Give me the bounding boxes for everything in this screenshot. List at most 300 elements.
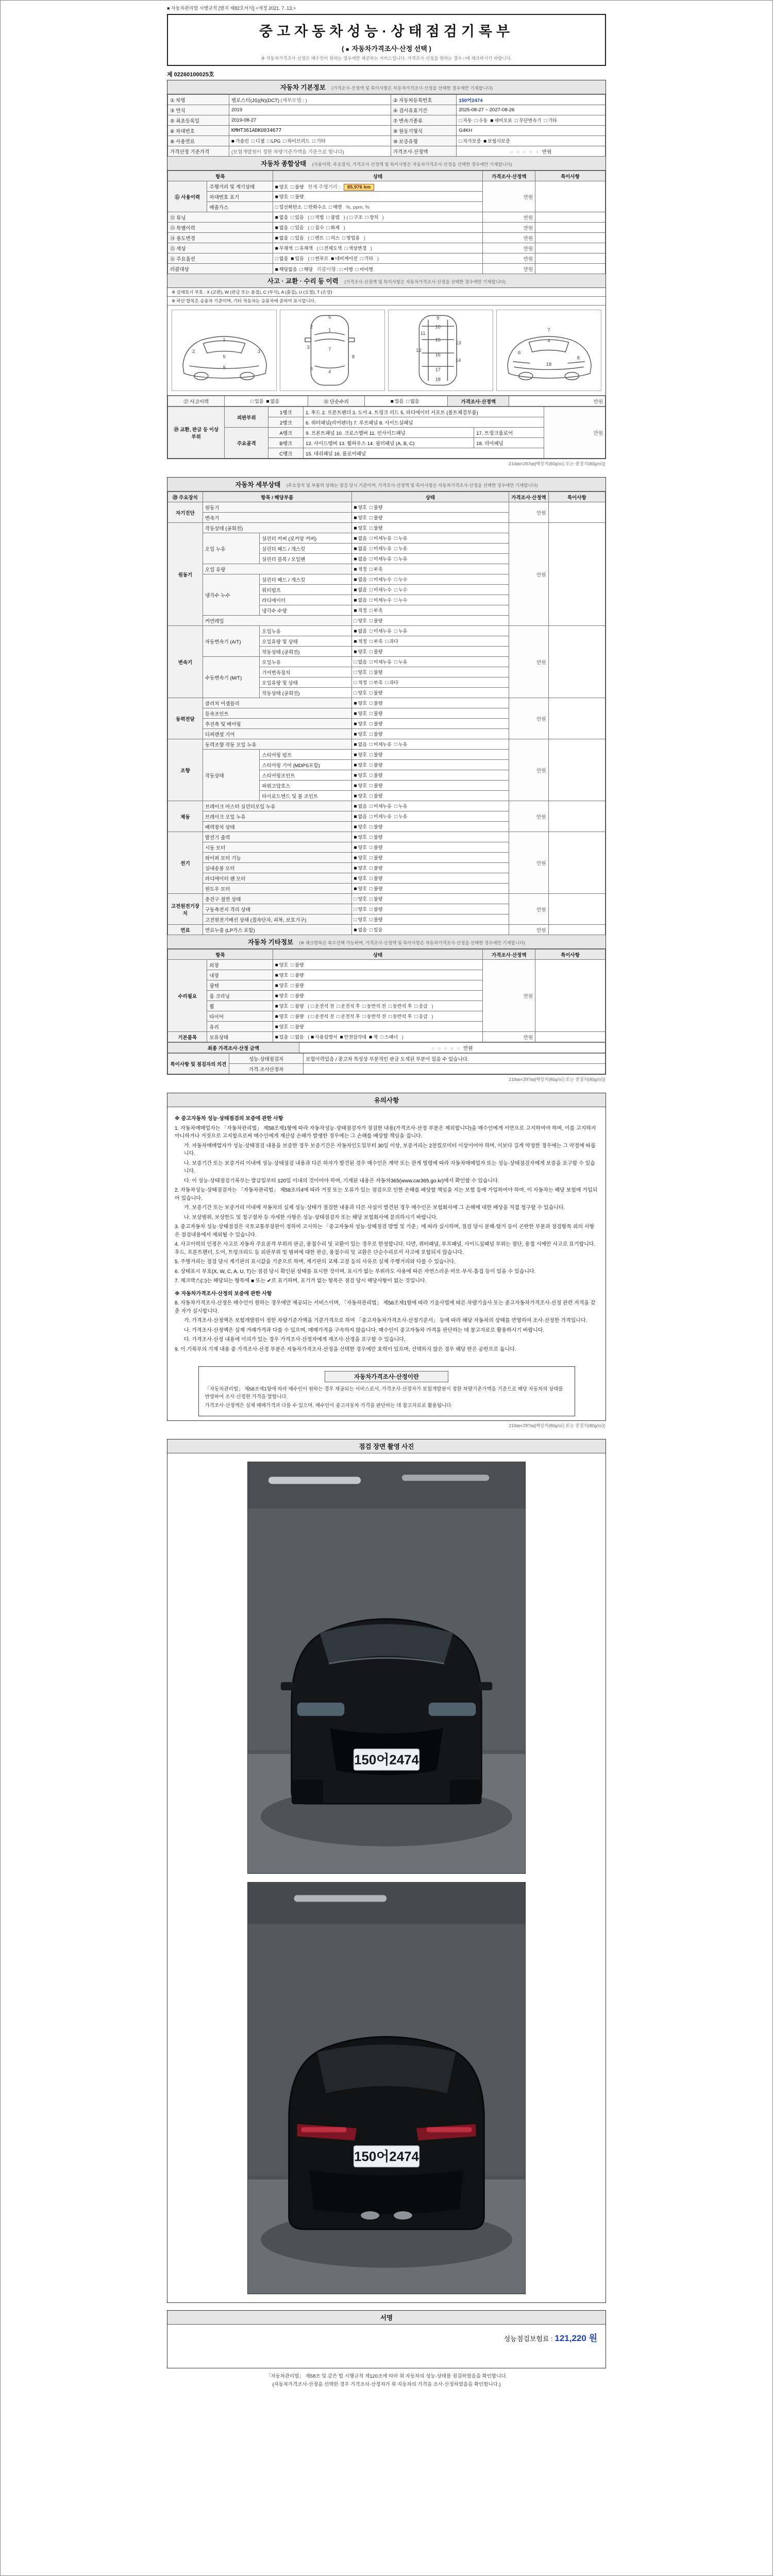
checked-checkbox-icon[interactable]: ■ xyxy=(354,866,357,871)
checkbox-option[interactable] xyxy=(340,1033,367,1040)
unchecked-checkbox-icon[interactable]: □ xyxy=(275,205,278,210)
checkbox-option[interactable] xyxy=(283,138,310,144)
checked-checkbox-icon[interactable]: ■ xyxy=(275,184,278,190)
unchecked-checkbox-icon[interactable]: □ xyxy=(369,515,373,521)
checkbox-option[interactable] xyxy=(311,224,324,231)
unchecked-checkbox-icon[interactable]: □ xyxy=(369,866,373,871)
checkbox-option[interactable] xyxy=(369,586,392,593)
unchecked-checkbox-icon[interactable]: □ xyxy=(369,907,373,912)
checkbox-option[interactable] xyxy=(311,234,324,241)
checkbox-option[interactable] xyxy=(354,617,367,624)
checkbox-option[interactable] xyxy=(354,504,367,511)
checkbox-option[interactable] xyxy=(331,255,358,262)
checkbox-option[interactable] xyxy=(394,741,407,748)
checkbox-option[interactable] xyxy=(369,700,382,706)
checkbox-option[interactable] xyxy=(354,628,367,634)
unchecked-checkbox-icon[interactable]: □ xyxy=(394,659,397,665)
unchecked-checkbox-icon[interactable]: □ xyxy=(369,835,373,840)
checked-checkbox-icon[interactable]: ■ xyxy=(490,118,494,124)
unchecked-checkbox-icon[interactable]: □ xyxy=(394,742,397,748)
checkbox-option[interactable] xyxy=(291,992,304,999)
checkbox-option[interactable] xyxy=(369,741,392,748)
checkbox-option[interactable] xyxy=(369,524,382,531)
checked-checkbox-icon[interactable]: ■ xyxy=(354,577,357,583)
checkbox-option[interactable] xyxy=(354,772,367,778)
unchecked-checkbox-icon[interactable]: □ xyxy=(369,824,373,830)
unchecked-checkbox-icon[interactable]: □ xyxy=(394,577,397,583)
checkbox-option[interactable] xyxy=(369,566,382,572)
checkbox-option[interactable] xyxy=(394,597,407,603)
inspection-photo-front[interactable] xyxy=(247,1462,526,1874)
unchecked-checkbox-icon[interactable]: □ xyxy=(544,118,547,124)
unchecked-checkbox-icon[interactable]: □ xyxy=(369,546,373,552)
checkbox-option[interactable] xyxy=(300,266,313,273)
unchecked-checkbox-icon[interactable]: □ xyxy=(369,752,373,758)
checked-checkbox-icon[interactable]: ■ xyxy=(354,711,357,717)
checkbox-option[interactable] xyxy=(344,245,366,251)
checkbox-option[interactable] xyxy=(363,1003,386,1009)
unchecked-checkbox-icon[interactable]: □ xyxy=(369,701,373,706)
checked-checkbox-icon[interactable]: ■ xyxy=(291,256,294,262)
checkbox-option[interactable] xyxy=(354,514,367,521)
checkbox-option[interactable] xyxy=(354,803,367,809)
checked-checkbox-icon[interactable]: ■ xyxy=(346,47,349,53)
unchecked-checkbox-icon[interactable]: □ xyxy=(354,680,357,686)
checkbox-option[interactable] xyxy=(354,700,367,706)
checked-checkbox-icon[interactable]: ■ xyxy=(275,215,278,221)
checkbox-option[interactable] xyxy=(369,916,382,923)
unchecked-checkbox-icon[interactable]: □ xyxy=(369,876,373,882)
car-diagram-bottom-view[interactable] xyxy=(388,310,493,391)
checkbox-option[interactable] xyxy=(360,255,373,262)
unchecked-checkbox-icon[interactable]: □ xyxy=(267,139,271,144)
checkbox-option[interactable] xyxy=(414,1013,427,1020)
checkbox-option[interactable] xyxy=(291,1003,304,1009)
checked-checkbox-icon[interactable]: ■ xyxy=(354,598,357,603)
checkbox-option[interactable] xyxy=(337,1003,360,1009)
checkbox-option[interactable] xyxy=(369,895,382,902)
unchecked-checkbox-icon[interactable]: □ xyxy=(394,546,397,552)
car-diagram-top-view[interactable] xyxy=(280,310,385,391)
unchecked-checkbox-icon[interactable]: □ xyxy=(291,983,294,989)
unchecked-checkbox-icon[interactable]: □ xyxy=(354,917,357,923)
checkbox-option[interactable] xyxy=(369,689,382,696)
checked-checkbox-icon[interactable]: ■ xyxy=(354,721,357,727)
checkbox-option[interactable] xyxy=(414,1003,427,1009)
checkbox-option[interactable] xyxy=(354,751,367,758)
checkbox-option[interactable] xyxy=(354,782,367,789)
checkbox-option[interactable] xyxy=(394,586,407,593)
checkbox-option[interactable] xyxy=(459,117,472,124)
checkbox-option[interactable] xyxy=(356,266,373,273)
checkbox-option[interactable] xyxy=(369,607,382,614)
checkbox-option[interactable] xyxy=(275,1013,288,1020)
checkbox-option[interactable] xyxy=(275,214,288,221)
checked-checkbox-icon[interactable]: ■ xyxy=(354,546,357,552)
checkbox-option[interactable] xyxy=(275,992,288,999)
unchecked-checkbox-icon[interactable]: □ xyxy=(369,742,373,748)
unchecked-checkbox-icon[interactable]: □ xyxy=(369,505,373,511)
checkbox-option[interactable] xyxy=(406,398,419,404)
checkbox-option[interactable] xyxy=(354,658,367,665)
unchecked-checkbox-icon[interactable]: □ xyxy=(312,139,316,144)
checkbox-option[interactable] xyxy=(483,138,510,144)
checkbox-option[interactable] xyxy=(369,535,392,541)
checkbox-option[interactable] xyxy=(369,648,382,655)
checkbox-option[interactable] xyxy=(291,214,304,221)
checkbox-option[interactable] xyxy=(515,117,542,124)
unchecked-checkbox-icon[interactable]: □ xyxy=(311,1004,314,1009)
checked-checkbox-icon[interactable]: ■ xyxy=(354,886,357,892)
checkbox-option[interactable] xyxy=(275,972,288,978)
checkbox-option[interactable] xyxy=(369,628,392,634)
unchecked-checkbox-icon[interactable]: □ xyxy=(369,556,373,562)
checked-checkbox-icon[interactable]: ■ xyxy=(354,732,357,737)
checkbox-option[interactable] xyxy=(354,689,367,696)
unchecked-checkbox-icon[interactable]: □ xyxy=(389,1014,392,1020)
unchecked-checkbox-icon[interactable]: □ xyxy=(369,629,373,634)
checkbox-option[interactable] xyxy=(275,245,293,251)
checkbox-option[interactable] xyxy=(380,1033,398,1040)
unchecked-checkbox-icon[interactable]: □ xyxy=(369,732,373,737)
unchecked-checkbox-icon[interactable]: □ xyxy=(459,139,462,144)
checkbox-option[interactable] xyxy=(369,782,382,789)
unchecked-checkbox-icon[interactable]: □ xyxy=(369,845,373,851)
checkbox-option[interactable] xyxy=(275,255,288,262)
checkbox-option[interactable] xyxy=(369,865,382,871)
unchecked-checkbox-icon[interactable]: □ xyxy=(337,1004,340,1009)
unchecked-checkbox-icon[interactable]: □ xyxy=(369,577,373,583)
checked-checkbox-icon[interactable]: ■ xyxy=(390,399,394,404)
checkbox-option[interactable] xyxy=(291,1023,304,1030)
unchecked-checkbox-icon[interactable]: □ xyxy=(369,804,373,809)
checkbox-option[interactable] xyxy=(354,792,367,799)
checkbox-option[interactable] xyxy=(349,214,362,221)
checked-checkbox-icon[interactable]: ■ xyxy=(275,973,278,978)
checkbox-option[interactable] xyxy=(369,926,382,933)
checkbox-option[interactable] xyxy=(369,813,392,820)
checkbox-option[interactable] xyxy=(369,504,382,511)
unchecked-checkbox-icon[interactable]: □ xyxy=(304,205,308,210)
unchecked-checkbox-icon[interactable]: □ xyxy=(354,690,357,696)
checkbox-option[interactable] xyxy=(354,720,367,727)
unchecked-checkbox-icon[interactable]: □ xyxy=(380,1035,383,1040)
checked-checkbox-icon[interactable]: ■ xyxy=(354,567,357,572)
checkbox-option[interactable] xyxy=(354,895,367,902)
checked-checkbox-icon[interactable]: ■ xyxy=(354,649,357,655)
checkbox-option[interactable] xyxy=(354,607,367,614)
unchecked-checkbox-icon[interactable]: □ xyxy=(311,1014,314,1020)
checkbox-option[interactable] xyxy=(369,555,392,562)
checked-checkbox-icon[interactable]: ■ xyxy=(231,139,234,144)
checkbox-option[interactable] xyxy=(291,224,304,231)
checked-checkbox-icon[interactable]: ■ xyxy=(275,266,278,273)
checked-checkbox-icon[interactable]: ■ xyxy=(354,804,357,809)
checkbox-option[interactable] xyxy=(369,545,392,552)
unchecked-checkbox-icon[interactable]: □ xyxy=(406,399,410,404)
checkbox-option[interactable] xyxy=(369,772,382,778)
unchecked-checkbox-icon[interactable]: □ xyxy=(291,962,294,968)
checkbox-option[interactable] xyxy=(267,139,280,144)
checkbox-option[interactable] xyxy=(369,514,382,521)
checkbox-option[interactable] xyxy=(291,183,304,190)
checkbox-option[interactable] xyxy=(291,193,304,200)
checked-checkbox-icon[interactable]: ■ xyxy=(354,824,357,830)
unchecked-checkbox-icon[interactable]: □ xyxy=(394,556,397,562)
checkbox-option[interactable] xyxy=(369,576,392,583)
checkbox-option[interactable] xyxy=(291,972,304,978)
unchecked-checkbox-icon[interactable]: □ xyxy=(369,536,373,541)
checkbox-option[interactable] xyxy=(275,1003,288,1009)
unchecked-checkbox-icon[interactable]: □ xyxy=(326,215,330,221)
checkbox-option[interactable] xyxy=(354,545,367,552)
checkbox-option[interactable] xyxy=(354,669,367,675)
checked-checkbox-icon[interactable]: ■ xyxy=(354,639,357,645)
checkbox-option[interactable] xyxy=(369,854,382,861)
checkbox-option[interactable] xyxy=(369,669,382,675)
unchecked-checkbox-icon[interactable]: □ xyxy=(250,399,254,404)
unchecked-checkbox-icon[interactable]: □ xyxy=(291,993,294,999)
checkbox-option[interactable] xyxy=(394,803,407,809)
checked-checkbox-icon[interactable]: ■ xyxy=(354,793,357,799)
checkbox-option[interactable] xyxy=(369,906,382,912)
checked-checkbox-icon[interactable]: ■ xyxy=(354,762,357,768)
checked-checkbox-icon[interactable]: ■ xyxy=(354,876,357,882)
checked-checkbox-icon[interactable]: ■ xyxy=(354,773,357,778)
unchecked-checkbox-icon[interactable]: □ xyxy=(385,680,389,686)
checkbox-option[interactable] xyxy=(354,844,367,851)
checkbox-option[interactable] xyxy=(354,865,367,871)
unchecked-checkbox-icon[interactable]: □ xyxy=(291,184,294,190)
checkbox-option[interactable] xyxy=(391,398,404,404)
checked-checkbox-icon[interactable]: ■ xyxy=(275,1004,278,1009)
checked-checkbox-icon[interactable]: ■ xyxy=(354,752,357,758)
unchecked-checkbox-icon[interactable]: □ xyxy=(326,235,330,241)
car-diagram-rear-perspective[interactable] xyxy=(496,310,601,391)
checkbox-option[interactable] xyxy=(369,823,382,830)
checkbox-option[interactable] xyxy=(327,214,340,221)
unchecked-checkbox-icon[interactable]: □ xyxy=(275,256,278,262)
car-diagram-front-perspective[interactable] xyxy=(172,310,277,391)
checkbox-option[interactable] xyxy=(327,234,340,241)
unchecked-checkbox-icon[interactable]: □ xyxy=(394,598,397,603)
checkbox-option[interactable] xyxy=(354,741,367,748)
unchecked-checkbox-icon[interactable]: □ xyxy=(355,266,359,273)
checkbox-option[interactable] xyxy=(369,638,382,645)
unchecked-checkbox-icon[interactable]: □ xyxy=(414,1014,418,1020)
checkbox-option[interactable] xyxy=(394,576,407,583)
unchecked-checkbox-icon[interactable]: □ xyxy=(369,855,373,861)
checkbox-option[interactable] xyxy=(354,679,367,686)
unchecked-checkbox-icon[interactable]: □ xyxy=(291,1035,294,1040)
checked-checkbox-icon[interactable]: ■ xyxy=(275,246,278,251)
checkbox-option[interactable] xyxy=(490,117,512,124)
checked-checkbox-icon[interactable]: ■ xyxy=(275,1014,278,1020)
unchecked-checkbox-icon[interactable]: □ xyxy=(459,118,462,124)
checkbox-option[interactable] xyxy=(394,628,407,634)
checked-checkbox-icon[interactable]: ■ xyxy=(354,742,357,748)
checked-checkbox-icon[interactable]: ■ xyxy=(354,556,357,562)
checked-checkbox-icon[interactable]: ■ xyxy=(354,505,357,511)
checked-checkbox-icon[interactable]: ■ xyxy=(275,993,278,999)
checkbox-option[interactable] xyxy=(369,720,382,727)
unchecked-checkbox-icon[interactable]: □ xyxy=(369,618,373,624)
checkbox-option[interactable] xyxy=(394,535,407,541)
checkbox-option[interactable] xyxy=(250,398,263,404)
unchecked-checkbox-icon[interactable]: □ xyxy=(389,1004,392,1009)
checkbox-option[interactable] xyxy=(275,204,302,210)
unchecked-checkbox-icon[interactable]: □ xyxy=(369,783,373,789)
checkbox-option[interactable] xyxy=(369,875,382,882)
checked-checkbox-icon[interactable]: ■ xyxy=(354,629,357,634)
checked-checkbox-icon[interactable]: ■ xyxy=(354,701,357,706)
unchecked-checkbox-icon[interactable]: □ xyxy=(291,1024,294,1030)
unchecked-checkbox-icon[interactable]: □ xyxy=(414,1004,418,1009)
unchecked-checkbox-icon[interactable]: □ xyxy=(515,118,518,124)
checked-checkbox-icon[interactable]: ■ xyxy=(275,962,278,968)
checkbox-option[interactable] xyxy=(266,398,279,404)
checkbox-option[interactable] xyxy=(275,234,288,241)
unchecked-checkbox-icon[interactable]: □ xyxy=(362,1004,366,1009)
unchecked-checkbox-icon[interactable]: □ xyxy=(369,639,373,645)
checkbox-option[interactable] xyxy=(394,555,407,562)
checkbox-option[interactable] xyxy=(354,555,367,562)
checkbox-option[interactable] xyxy=(354,885,367,892)
checked-checkbox-icon[interactable]: ■ xyxy=(369,1035,373,1040)
signature-body[interactable] xyxy=(167,2325,606,2368)
checkbox-option[interactable] xyxy=(275,1023,288,1030)
unchecked-checkbox-icon[interactable]: □ xyxy=(320,246,323,251)
checkbox-option[interactable] xyxy=(354,761,367,768)
unchecked-checkbox-icon[interactable]: □ xyxy=(344,246,348,251)
unchecked-checkbox-icon[interactable]: □ xyxy=(354,618,357,624)
checkbox-option[interactable] xyxy=(340,266,352,273)
unchecked-checkbox-icon[interactable]: □ xyxy=(340,266,343,273)
checked-checkbox-icon[interactable]: ■ xyxy=(354,526,357,531)
unchecked-checkbox-icon[interactable]: □ xyxy=(369,587,373,593)
checkbox-option[interactable] xyxy=(354,566,367,572)
checkbox-option[interactable] xyxy=(291,961,304,968)
unchecked-checkbox-icon[interactable]: □ xyxy=(342,235,345,241)
unchecked-checkbox-icon[interactable]: □ xyxy=(362,1014,366,1020)
checkbox-option[interactable] xyxy=(354,638,367,645)
checkbox-option[interactable] xyxy=(363,1013,386,1020)
checkbox-option[interactable] xyxy=(231,138,249,144)
checkbox-option[interactable] xyxy=(329,204,342,210)
checked-checkbox-icon[interactable]: ■ xyxy=(354,587,357,593)
checkbox-option[interactable] xyxy=(369,597,392,603)
unchecked-checkbox-icon[interactable]: □ xyxy=(311,235,314,241)
unchecked-checkbox-icon[interactable]: □ xyxy=(337,1014,340,1020)
checkbox-option[interactable] xyxy=(369,885,382,892)
checked-checkbox-icon[interactable]: ■ xyxy=(354,608,357,614)
checkbox-option[interactable] xyxy=(311,214,324,221)
unchecked-checkbox-icon[interactable]: □ xyxy=(354,659,357,665)
checkbox-option[interactable] xyxy=(354,813,367,820)
checkbox-option[interactable] xyxy=(311,1013,334,1020)
unchecked-checkbox-icon[interactable]: □ xyxy=(394,814,397,820)
checkbox-option[interactable] xyxy=(369,617,382,624)
checkbox-option[interactable] xyxy=(354,535,367,541)
checkbox-option[interactable] xyxy=(320,245,342,251)
unchecked-checkbox-icon[interactable]: □ xyxy=(369,567,373,572)
unchecked-checkbox-icon[interactable]: □ xyxy=(369,711,373,717)
checkbox-option[interactable] xyxy=(389,1013,412,1020)
unchecked-checkbox-icon[interactable]: □ xyxy=(369,927,373,933)
checkbox-option[interactable] xyxy=(354,823,367,830)
checkbox-option[interactable] xyxy=(354,906,367,912)
unchecked-checkbox-icon[interactable]: □ xyxy=(394,804,397,809)
checkbox-option[interactable] xyxy=(369,710,382,717)
unchecked-checkbox-icon[interactable]: □ xyxy=(311,215,314,221)
unchecked-checkbox-icon[interactable]: □ xyxy=(349,215,353,221)
unchecked-checkbox-icon[interactable]: □ xyxy=(474,118,478,124)
checkbox-option[interactable] xyxy=(369,1033,378,1040)
unchecked-checkbox-icon[interactable]: □ xyxy=(251,139,255,144)
checkbox-option[interactable] xyxy=(291,1013,304,1020)
unchecked-checkbox-icon[interactable]: □ xyxy=(369,680,373,686)
checked-checkbox-icon[interactable]: ■ xyxy=(354,835,357,840)
unchecked-checkbox-icon[interactable]: □ xyxy=(329,205,332,210)
checkbox-option[interactable] xyxy=(354,597,367,603)
checkbox-option[interactable] xyxy=(544,117,557,124)
checked-checkbox-icon[interactable]: ■ xyxy=(311,1035,314,1040)
checkbox-option[interactable] xyxy=(275,982,288,989)
checkbox-option[interactable] xyxy=(394,545,407,552)
unchecked-checkbox-icon[interactable]: □ xyxy=(291,1004,294,1009)
unchecked-checkbox-icon[interactable]: □ xyxy=(360,256,363,262)
checked-checkbox-icon[interactable]: ■ xyxy=(354,845,357,851)
checkbox-option[interactable] xyxy=(275,193,288,200)
checkbox-option[interactable] xyxy=(369,751,382,758)
checked-checkbox-icon[interactable]: ■ xyxy=(275,983,278,989)
checkbox-option[interactable] xyxy=(394,813,407,820)
unchecked-checkbox-icon[interactable]: □ xyxy=(311,256,314,262)
checkbox-option[interactable] xyxy=(311,255,328,262)
unchecked-checkbox-icon[interactable]: □ xyxy=(354,896,357,902)
checked-checkbox-icon[interactable]: ■ xyxy=(354,536,357,541)
unchecked-checkbox-icon[interactable]: □ xyxy=(291,235,294,241)
unchecked-checkbox-icon[interactable]: □ xyxy=(369,598,373,603)
unchecked-checkbox-icon[interactable]: □ xyxy=(369,814,373,820)
checkbox-option[interactable] xyxy=(342,234,360,241)
checkbox-option[interactable] xyxy=(369,679,382,686)
unchecked-checkbox-icon[interactable]: □ xyxy=(394,587,397,593)
checkbox-option[interactable] xyxy=(275,266,297,273)
unchecked-checkbox-icon[interactable]: □ xyxy=(369,659,373,665)
checked-checkbox-icon[interactable]: ■ xyxy=(354,515,357,521)
checkbox-option[interactable] xyxy=(291,234,304,241)
checkbox-option[interactable] xyxy=(354,576,367,583)
checked-checkbox-icon[interactable]: ■ xyxy=(340,1035,343,1040)
unchecked-checkbox-icon[interactable]: □ xyxy=(291,225,294,231)
checked-checkbox-icon[interactable]: ■ xyxy=(275,225,278,231)
checkbox-option[interactable] xyxy=(369,844,382,851)
unchecked-checkbox-icon[interactable]: □ xyxy=(354,907,357,912)
unchecked-checkbox-icon[interactable]: □ xyxy=(369,670,373,675)
unchecked-checkbox-icon[interactable]: □ xyxy=(354,670,357,675)
checkbox-option[interactable] xyxy=(304,204,326,210)
unchecked-checkbox-icon[interactable]: □ xyxy=(369,896,373,902)
checkbox-option[interactable] xyxy=(354,648,367,655)
unchecked-checkbox-icon[interactable]: □ xyxy=(369,917,373,923)
checkbox-option[interactable] xyxy=(459,138,481,144)
checked-checkbox-icon[interactable]: ■ xyxy=(275,235,278,241)
unchecked-checkbox-icon[interactable]: □ xyxy=(291,1014,294,1020)
checkbox-option[interactable] xyxy=(275,224,288,231)
unchecked-checkbox-icon[interactable]: □ xyxy=(291,215,294,221)
checkbox-option[interactable] xyxy=(312,138,325,144)
